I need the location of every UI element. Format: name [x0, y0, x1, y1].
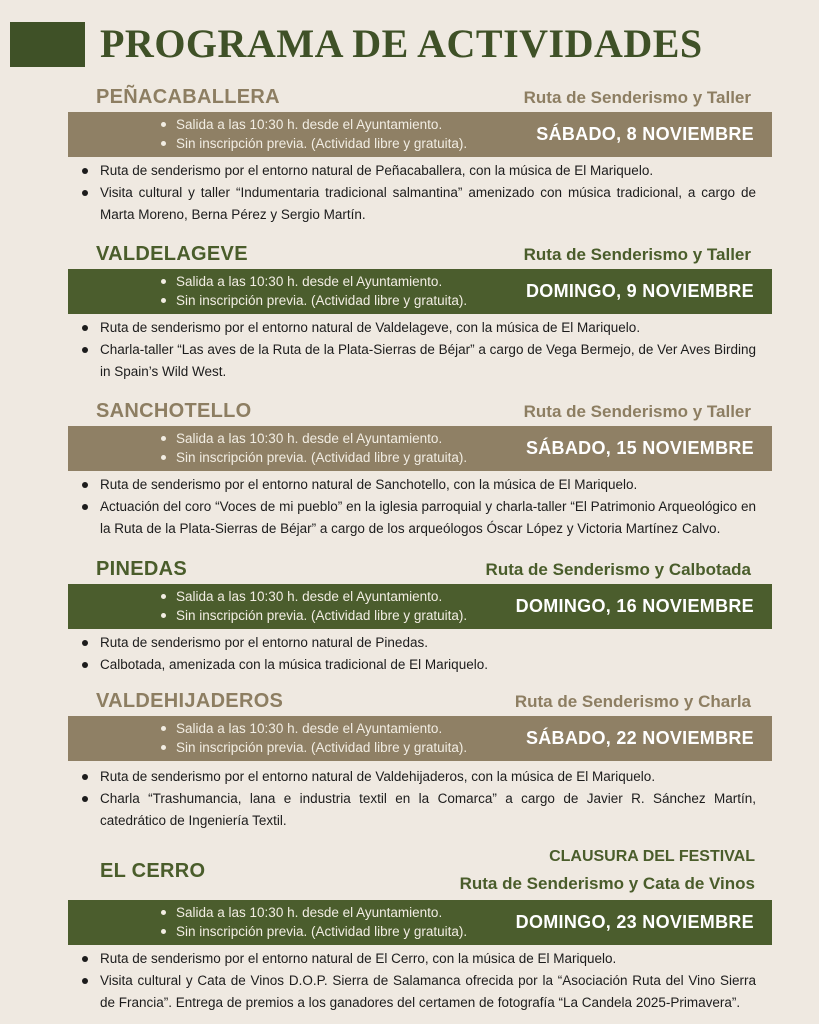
event-info-list: [176, 429, 467, 467]
event-info-bar: [68, 112, 772, 157]
event-details: [100, 632, 756, 676]
event-date: DOMINGO, 23 NOVIEMBRE: [515, 912, 754, 932]
event-details: [100, 317, 756, 383]
event-date: DOMINGO, 16 NOVIEMBRE: [515, 596, 754, 616]
event-info-bar: [68, 584, 772, 629]
event-town: SANCHOTELLO: [96, 400, 252, 422]
event-town: PEÑACABALLERA: [96, 86, 280, 108]
event-activity: Ruta de Senderismo y Taller: [523, 402, 751, 421]
detail-item: Visita cultural y Cata de Vinos D.O.P. Sierra de Salamanca ofrecida por la “Asociación Ruta del Vino Sierra de Francia”. Entrega de premios a los ganadores del certamen de fotografía “La Candela 2025-Primavera”.: [100, 970, 756, 1014]
title-accent-block: [10, 22, 85, 67]
departure-info: Salida a las 10:30 h. desde el Ayuntamiento.: [176, 429, 467, 448]
detail-item: Charla-taller “Las aves de la Ruta de la Plata-Sierras de Béjar” a cargo de Vega Bermejo, de Ver Aves Birding in Spain’s Wild West.: [100, 339, 756, 383]
event-activity: Ruta de Senderismo y Taller: [523, 245, 751, 264]
registration-info: Sin inscripción previa. (Actividad libre y gratuita).: [176, 740, 468, 755]
page-title: PROGRAMA DE ACTIVIDADES: [100, 21, 703, 66]
event-info-list: [176, 272, 467, 310]
detail-item: Ruta de senderismo por el entorno natural de Peñacaballera, con la música de El Mariquelo.: [100, 160, 756, 182]
registration-info: Sin inscripción previa. (Actividad libre y gratuita).: [176, 924, 468, 939]
detail-item: Ruta de senderismo por el entorno natural de Sanchotello, con la música de El Mariquelo.: [100, 474, 756, 496]
detail-item: Ruta de senderismo por el entorno natural de Valdehijaderos, con la música de El Mariquelo.: [100, 766, 756, 788]
event-info-list: [176, 719, 467, 757]
event-info-list: [176, 903, 467, 941]
detail-item: Ruta de senderismo por el entorno natural de El Cerro, con la música de El Mariquelo.: [100, 948, 756, 970]
detail-item: Calbotada, amenizada con la música tradicional de El Mariquelo.: [100, 654, 756, 676]
closing-label: CLAUSURA DEL FESTIVAL: [549, 848, 755, 865]
registration-info: Sin inscripción previa. (Actividad libre y gratuita).: [176, 450, 468, 465]
event-town: EL CERRO: [100, 860, 206, 882]
detail-item: Ruta de senderismo por el entorno natural de Pinedas.: [100, 632, 756, 654]
registration-info: Sin inscripción previa. (Actividad libre y gratuita).: [176, 293, 468, 308]
departure-info: Salida a las 10:30 h. desde el Ayuntamiento.: [176, 719, 467, 738]
event-details: [100, 160, 756, 226]
event-town: PINEDAS: [96, 558, 188, 580]
event-date: SÁBADO, 22 NOVIEMBRE: [525, 728, 754, 748]
event-details: [100, 766, 756, 832]
departure-info: Salida a las 10:30 h. desde el Ayuntamiento.: [176, 587, 467, 606]
event-info-bar: [68, 900, 772, 945]
event-info-bar: [68, 269, 772, 314]
event-details: [100, 948, 756, 1014]
event-info-bar: [68, 426, 772, 471]
event-info-bar: [68, 716, 772, 761]
event-info-list: [176, 115, 467, 153]
event-town: VALDELAGEVE: [96, 243, 248, 265]
event-date: SÁBADO, 15 NOVIEMBRE: [525, 438, 754, 458]
event-activity: Ruta de Senderismo y Taller: [523, 88, 751, 107]
detail-item: Charla “Trashumancia, lana e industria textil en la Comarca” a cargo de Javier R. Sánchez Martín, catedrático de Ingeniería Textil.: [100, 788, 756, 832]
event-activity: Ruta de Senderismo y Charla: [514, 692, 751, 711]
event-details: [100, 474, 756, 540]
event-info-list: [176, 587, 467, 625]
registration-info: Sin inscripción previa. (Actividad libre y gratuita).: [176, 608, 468, 623]
departure-info: Salida a las 10:30 h. desde el Ayuntamiento.: [176, 115, 467, 134]
departure-info: Salida a las 10:30 h. desde el Ayuntamiento.: [176, 903, 467, 922]
departure-info: Salida a las 10:30 h. desde el Ayuntamiento.: [176, 272, 467, 291]
event-town: VALDEHIJADEROS: [96, 690, 284, 712]
detail-item: Actuación del coro “Voces de mi pueblo” en la iglesia parroquial y charla-taller “El Patrimonio Arqueológico en la Ruta de la Plata-Sierras de Béjar” a cargo de los arqueólogos Óscar López y Victoria Martínez Calvo.: [100, 496, 756, 540]
detail-item: Visita cultural y taller “Indumentaria tradicional salmantina” amenizado con música tradicional, a cargo de Marta Moreno, Berna Pérez y Sergio Martín.: [100, 182, 756, 226]
event-activity: Ruta de Senderismo y Calbotada: [485, 560, 751, 579]
event-date: DOMINGO, 9 NOVIEMBRE: [525, 281, 754, 301]
event-activity: Ruta de Senderismo y Cata de Vinos: [459, 874, 755, 893]
registration-info: Sin inscripción previa. (Actividad libre y gratuita).: [176, 136, 468, 151]
event-date: SÁBADO, 8 NOVIEMBRE: [536, 124, 754, 144]
detail-item: Ruta de senderismo por el entorno natural de Valdelageve, con la música de El Mariquelo.: [100, 317, 756, 339]
